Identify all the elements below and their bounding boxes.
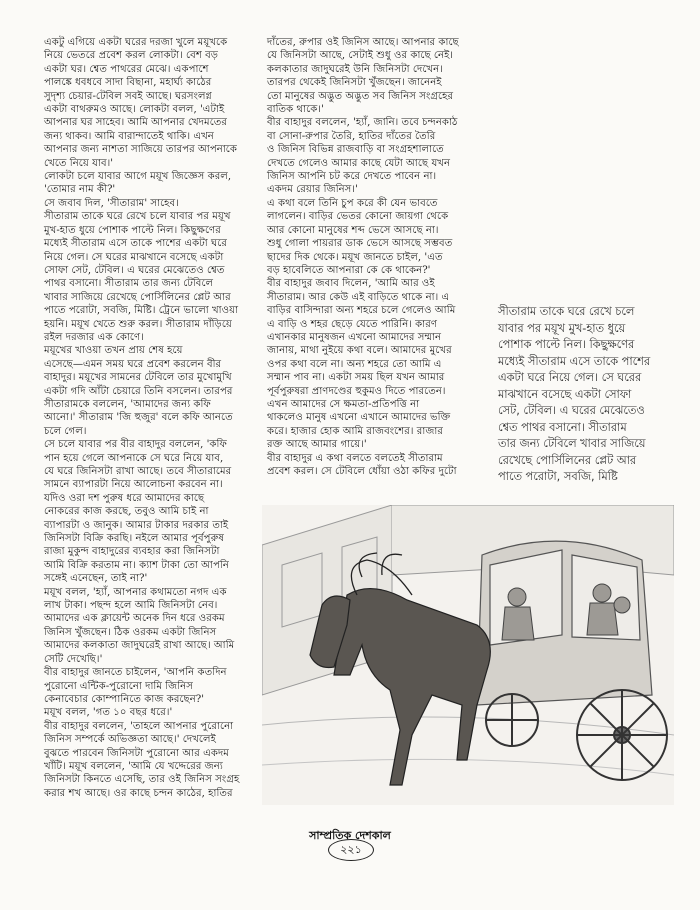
horse-carriage-illustration: [262, 505, 674, 805]
article-left-text: একটু এগিয়ে একটা ঘরের দরজা খুলে ময়ূখকে নিয়ে ভেতরে প্রবেশ করল লোকটা। বেশ বড় একটা ঘর। শ্বেত পাথরের মেঝে। একপাশে পালঙ্কে ধবধবে সাদা বিছানা, মহার্ঘ্য কাঠের সুদৃশ্য চেয়ার-টেবিল সবই আছে। ঘরসংলগ্ন একটা বাথরুমও আছে। লোকটা বলল, 'এটাই আপনার ঘর সাহেব। আমি আপনার খেদমতের জন্য থাকব। আমি বারান্দাতেই থাকি। এখন আপনার জন্য নাশতা সাজিয়ে তারপর আপনাকে খেতে নিয়ে যাব।' লোকটা চলে যাবার আগে ময়ূখ জিজ্ঞেস করল, 'তোমার নাম কী?' সে জবাব দিল, 'সীতারাম' সাহেব। সীতারাম তাকে ঘরে রেখে চলে যাবার পর ময়ূখ মুখ-হাত ধুয়ে পোশাক পাল্টে নিল। কিছুক্ষণের মধ্যেই সীতারাম এসে তাকে পাশের একটা ঘরে নিয়ে গেল। সে ঘরের মাঝখানে বসেছে একটা সোফা সেট, টেবিল। এ ঘরের মেঝেতেও শ্বেত পাথর বসানো। সীতারাম তার জন্য টেবিলে খাবার সাজিয়ে রেখেছে পোর্সিলিনের প্লেট আর পাতে পরোটা, সবজি, মিষ্টি। ট্রেনে ভালো খাওয়া হয়নি। ময়ূখ খেতে শুরু করল। সীতারাম দাঁড়িয়ে রইল দরজার এক কোণে। ময়ূখের খাওয়া তখন প্রায় শেষ হয়ে এসেছে—এমন সময় ঘরে প্রবেশ করলেন বীর বাহাদুর। ময়ূখের সামনের টেবিলে তার মুখোমুখি একটা গদি আঁটা চেয়ারে তিনি বসলেন। তারপর সীতারামকে বললেন, 'আমাদের জন্য কফি আনো।' সীতারাম 'জি হুজুর' বলে কফি আনতে চলে গেল। সে চলে যাবার পর বীর বাহাদুর বললেন, 'কফি পান হয়ে গেলে আপনাকে সে ঘরে নিয়ে যাব, যে ঘরে জিনিসটা রাখা আছে। তবে সীতারামের সামনে ব্যাপারটা নিয়ে আলোচনা করবেন না। যদিও ওরা দশ পুরুষ ধরে আমাদের কাছে নোকরের কাজ করছে, তবুও আমি চাই না ব্যাপারটা ও জানুক। আমার টাকার দরকার তাই জিনিসটা বিক্রি করছি। নইলে আমার পূর্বপুরুষ রাজা মুকুন্দ বাহাদুরের ব্যবহার করা জিনিসটা আমি বিক্রি করতাম না। ক্যাশ টাকা তো আপনি সঙ্গেই এনেছেন, তাই না?' ময়ূখ বলল, 'হ্যাঁ, আপনার কথামতো নগদ এক লাখ টাকা। পছন্দ হলে আমি জিনিসটা নেব। আমাদের এক ক্লায়েন্ট অনেক দিন ধরে ওরকম জিনিস খুঁজছেন। ঠিক ওরকম একটা জিনিস আমাদের কলকাতা জাদুঘরেই রাখা আছে। আমি সেটি দেখেছি।' বীর বাহাদুর জানতে চাইলেন, 'আপনি কতদিন পুরোনো এন্টিক-পুরোনো দামি জিনিস কেনাবেচার কোম্পানিতে কাজ করছেন?' ময়ূখ বলল, 'গত ১০ বছর ধরে।' বীর বাহাদুর বললেন, 'তাহলে আপনার পুরোনো জিনিস সম্পর্কে অভিজ্ঞতা আছে।' দেখলেই বুঝতে পারবেন জিনিসটা পুরোনো আর একদম খাঁটি। ময়ূখ বললেন, 'আমি যে খদ্দেরের জন্য জিনিসটা কিনতে এসেছি, তার ওই জিনিস সংগ্রহ করার শখ আছে। ওর কাছে চন্দন কাঠের, হাতির: [44, 37, 240, 799]
article-left-column: [44, 36, 266, 800]
magazine-masthead: সাম্প্রতিক দেশকাল: [309, 829, 391, 842]
article-middle-column: [267, 36, 487, 478]
page-number: ২২১: [328, 839, 374, 861]
pull-quote: সীতারাম তাকে ঘরে রেখে চলে যাবার পর ময়ূখ মুখ-হাত ধুয়ে পোশাক পাল্টে নিল। কিছুক্ষণের মধ্যেই সীতারাম এসে তাকে পাশের একটা ঘরে নিয়ে গেল। সে ঘরের মাঝখানে বসেছে একটা সোফা সেট, টেবিল। এ ঘরের মেঝেতেও শ্বেত পাথর বসানো। সীতারাম তার জন্য টেবিলে খাবার সাজিয়ে রেখেছে পোর্সিলিনের প্লেট আর পাতে পরোটা, সবজি, মিষ্টি: [498, 305, 651, 483]
article-middle-text: দাঁতের, রুপার ওই জিনিস আছে। আপনার কাছে যে জিনিসটা আছে, সেটাই শুধু ওর কাছে নেই। কলকাতার জাদুঘরেই উনি জিনিসটা দেখেন। তারপর থেকেই জিনিসটা খুঁজছেন। জানেনই তো মানুষের অদ্ভুত অদ্ভুত সব জিনিস সংগ্রহের বাতিক থাকে।' বীর বাহাদুর বললেন, 'হ্যাঁ, জানি। তবে চন্দনকাঠ বা সোনা-রুপার তৈরি, হাতির দাঁতের তৈরি ও জিনিস বিভিন্ন রাজবাড়ি বা সংগ্রহশালাতে দেখতে গেলেও আমার কাছে যেটা আছে যখন জিনিস আপনি চট করে দেখতে পাবেন না। একদম রেয়ার জিনিস।' এ কথা বলে তিনি চুপ করে কী যেন ভাবতে লাগলেন। বাড়ির ভেতর কোনো জায়গা থেকে আর কোনো মানুষের শব্দ ভেসে আসছে না। শুধু গোলা পায়রার ডাক ভেসে আসছে সম্ভবত ছাদের দিক থেকে। ময়ূখ জানতে চাইল, 'এত বড় হাবেলিতে আপনারা কে কে থাকেন?' বীর বাহাদুর জবাব দিলেন, 'আমি আর ওই সীতারাম। আর কেউ এই বাড়িতে থাকে না। এ বাড়ির বাসিন্দারা অন্য শহরে চলে গেলেও আমি এ বাড়ি ও শহর ছেড়ে যেতে পারিনি। কারণ এখানকার মানুষজন এখনো আমাদের সম্মান জানায়, মাথা নুইয়ে কথা বলে। আমাদের মুখের ওপর কথা বলে না। অন্য শহরে তো আমি এ সম্মান পাব না। একটা সময় ছিল যখন আমার পূর্বপুরুষরা প্রাণদণ্ডের হুকুমও দিতে পারতেন। এখন আমাদের সে ক্ষমতা-প্রতিপত্তি না থাকলেও মানুষ এখনো এখানে আমাদের ভক্তি করে। হাজার হোক আমি রাজবংশের। রাজার রক্ত আছে আমার গায়ে।' বীর বাহাদুর এ কথা বলতে বলতেই সীতারাম প্রবেশ করল। সে টেবিলে ধোঁয়া ওঠা কফির দুটো: [267, 37, 459, 477]
